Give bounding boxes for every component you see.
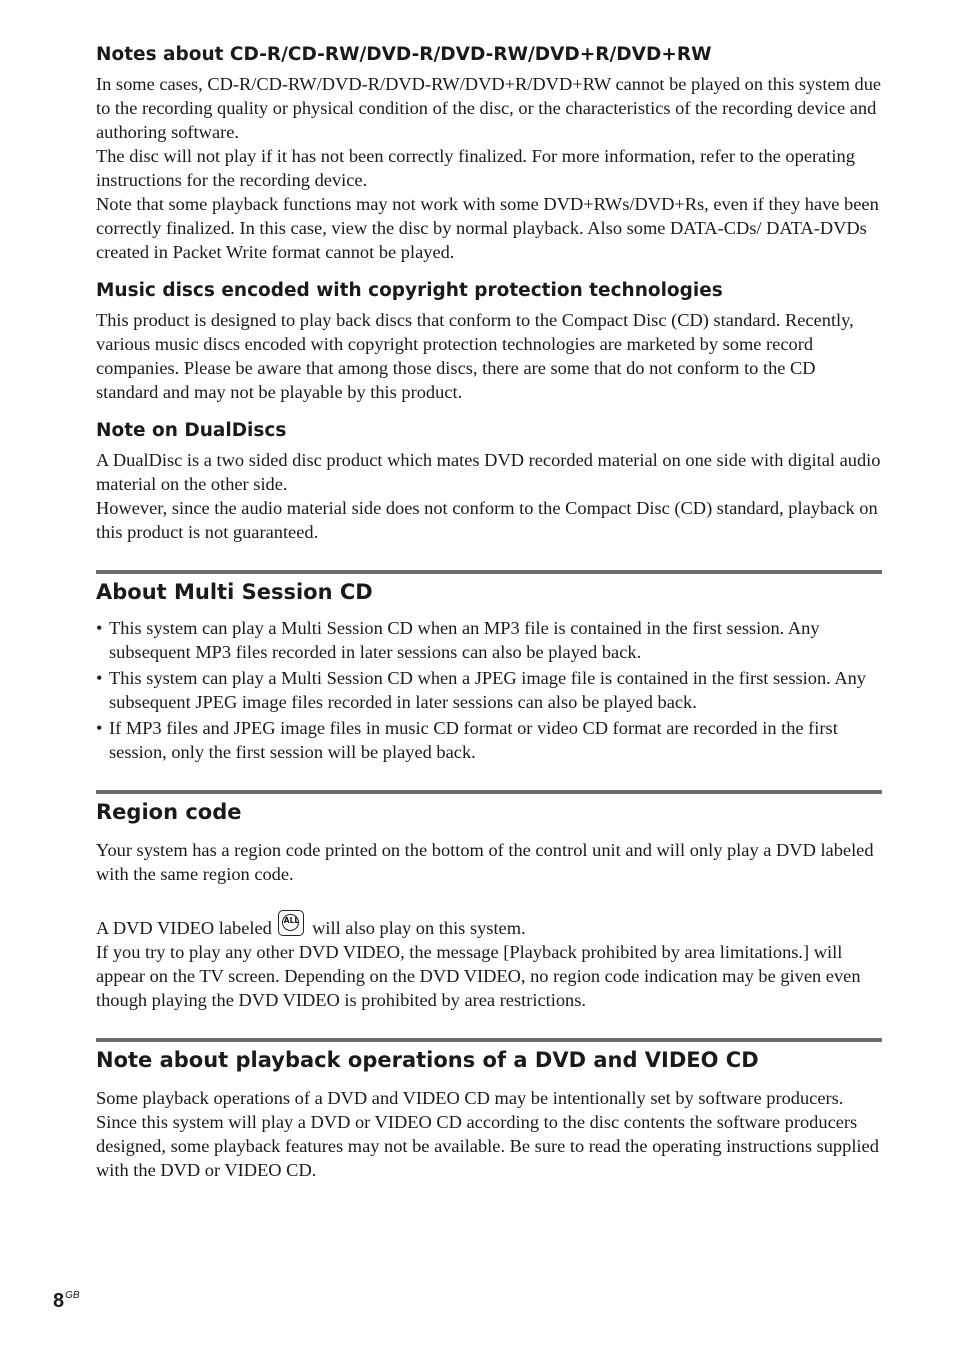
playback-heading: Note about playback operations of a DVD and VIDEO CD xyxy=(96,1048,759,1072)
page-number xyxy=(53,1284,80,1313)
list-item-text: If MP3 files and JPEG image files in music CD format or video CD format are recorded in the first session, only the first session will be played back. xyxy=(109,718,838,762)
list-item-text: This system can play a Multi Session CD when a JPEG image file is contained in the first session. Any subsequent JPEG image files recorded in later sessions can also be played back. xyxy=(109,668,866,712)
bullet-mark: • xyxy=(96,668,103,688)
bullet-mark: • xyxy=(96,718,103,738)
playback-paragraph: Some playback operations of a DVD and VIDEO CD may be intentionally set by software producers. Since this system will play a DVD or VIDEO CD according to the disc contents the software producers designed, some playback features may not be available. Be sure to read the operating instructions supplied with the DVD or VIDEO CD. xyxy=(96,1088,879,1180)
cd-notes-paragraph-3: Note that some playback functions may not work with some DVD+RWs/DVD+Rs, even if they have been correctly finalized. In this case, view the disc by normal playback. Also some DATA-CDs/ DATA-DVDs created in Packet Write format cannot be played. xyxy=(96,194,879,262)
region-heading: Region code xyxy=(96,800,242,824)
region-text-after: will also play on this system. xyxy=(312,918,526,938)
list-item xyxy=(96,716,882,764)
cd-notes-heading: Notes about CD-R/CD-RW/DVD-R/DVD-RW/DVD+R/DVD+RW xyxy=(96,44,712,65)
dualdisc-paragraph-1: A DualDisc is a two sided disc product which mates DVD recorded material on one side with digital audio material on the other side. xyxy=(96,450,881,494)
dualdisc-heading: Note on DualDiscs xyxy=(96,420,287,441)
bullet-mark: • xyxy=(96,618,103,638)
list-item xyxy=(96,616,882,664)
region-icon-label: ALL xyxy=(283,916,300,925)
multisession-list xyxy=(96,616,882,764)
cd-notes-paragraph-1: In some cases, CD-R/CD-RW/DVD-R/DVD-RW/DVD+R/DVD+RW cannot be played on this system due to the recording quality or physical condition of the disc, or the characteristics of the recording device and authoring software. xyxy=(96,74,882,142)
region-paragraph-1: Your system has a region code printed on the bottom of the control unit and will only play a DVD labeled with the same region code. xyxy=(96,840,874,884)
region-paragraph-2 xyxy=(96,910,882,940)
cd-notes-paragraph-2: The disc will not play if it has not been correctly finalized. For more information, refer to the operating instructions for the recording device. xyxy=(96,146,855,190)
region-paragraph-3: If you try to play any other DVD VIDEO, the message [Playback prohibited by area limitations.] will appear on the TV screen. Depending on the DVD VIDEO, no region code indication may be given even though playing the DVD VIDEO is prohibited by area restrictions. xyxy=(96,942,861,1010)
copyright-paragraph: This product is designed to play back discs that conform to the Compact Disc (CD) standard. Recently, various music discs encoded with copyright protection technologies are marketed by some record companies. Please be aware that among those discs, there are some that do not conform to the CD standard and may not be playable by this product. xyxy=(96,310,854,402)
page-number-suffix: GB xyxy=(65,1290,80,1301)
copyright-heading: Music discs encoded with copyright protection technologies xyxy=(96,280,723,301)
region-text-before: A DVD VIDEO labeled xyxy=(96,918,272,938)
multisession-heading: About Multi Session CD xyxy=(96,580,373,604)
list-item xyxy=(96,666,882,714)
list-item-text: This system can play a Multi Session CD when an MP3 file is contained in the first session. Any subsequent MP3 files recorded in later sessions can also be played back. xyxy=(109,618,820,662)
page-number-value: 8 xyxy=(53,1290,65,1312)
region-all-icon xyxy=(278,910,304,936)
dualdisc-paragraph-2: However, since the audio material side does not conform to the Compact Disc (CD) standard, playback on this product is not guaranteed. xyxy=(96,498,878,542)
page-content xyxy=(96,42,882,1182)
